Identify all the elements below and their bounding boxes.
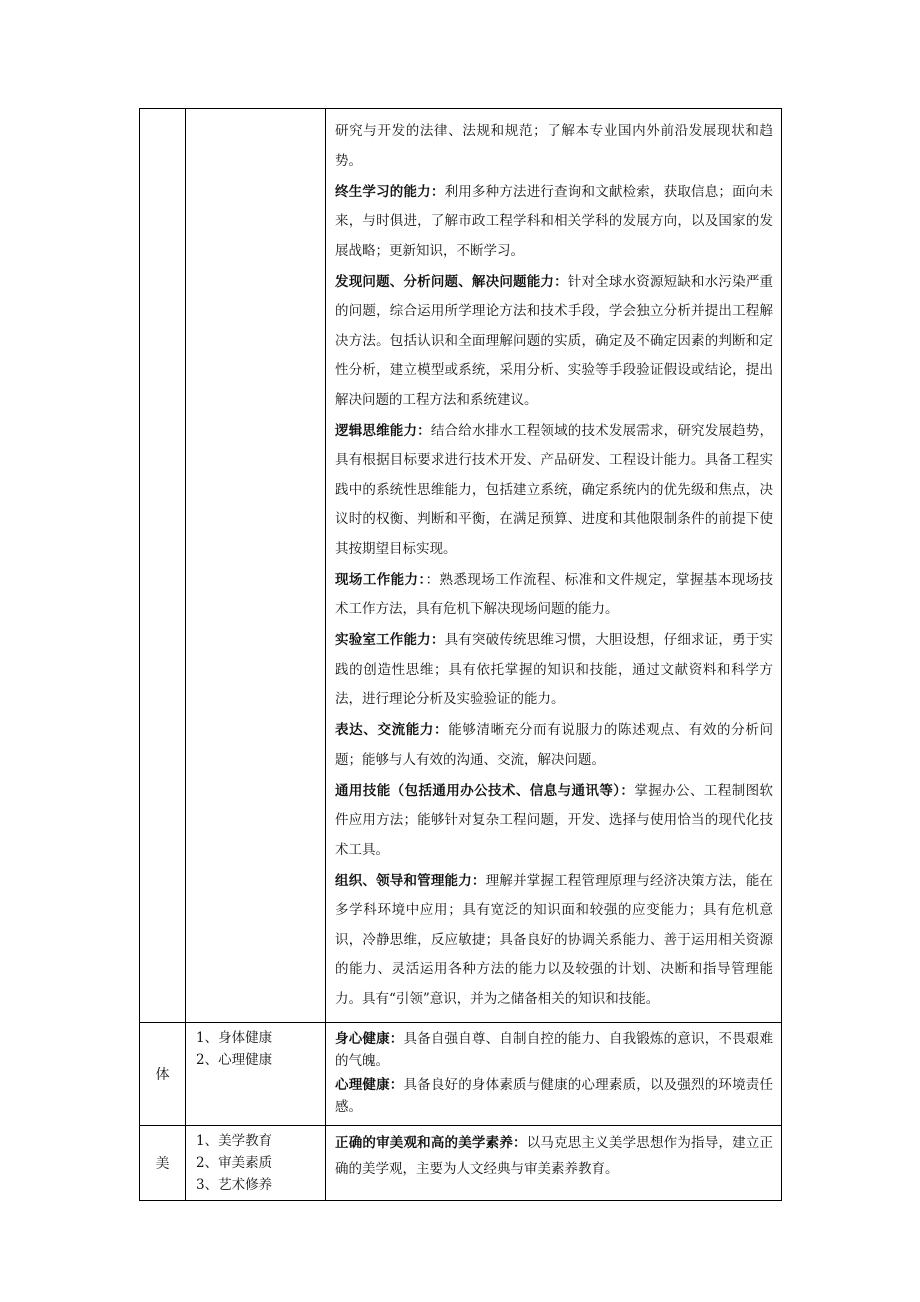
subitems-cell <box>186 1125 326 1200</box>
list-item: 2、心理健康 <box>196 1051 273 1068</box>
table-row <box>140 109 782 1023</box>
list-item: 1、身体健康 <box>196 1029 273 1046</box>
list-item: 2、审美素质 <box>196 1154 273 1171</box>
paragraph: 现场工作能力：：熟悉现场工作流程、标准和文件规定，掌握基本现场技术工作方法，具有危机下解决现场问题的能力。 <box>335 571 774 617</box>
category-cell-empty <box>140 109 186 1023</box>
list-item: 3、艺术修养 <box>196 1176 273 1193</box>
subitems-cell-empty <box>186 109 326 1023</box>
paragraph: 逻辑思维能力：结合给水排水工程领域的技术发展需求，研究发展趋势，具有根据目标要求进行技术开发、产品研发、工程设计能力。具备工程实践中的系统性思维能力，包括建立系统，确定系统内的优先级和焦点，决议时的权衡、判断和平衡，在满足预算、进度和其他限制条件的前提下使其按期望目标实现。 <box>335 422 774 557</box>
paragraph: 通用技能（包括通用办公技术、信息与通讯等）：掌握办公、工程制图软件应用方法；能够针对复杂工程问题，开发、选择与使用恰当的现代化技术工具。 <box>335 782 774 858</box>
paragraph: 正确的审美观和高的美学素养：以马克思主义美学思想作为指导，建立正确的美学观，主要为人文经典与审美素养教育。 <box>335 1134 774 1177</box>
paragraph: 终生学习的能力：利用多种方法进行查询和文献检索，获取信息；面向未来，与时俱进，了解市政工程学科和相关学科的发展方向，以及国家的发展战略；更新知识，不断学习。 <box>335 183 774 259</box>
paragraph: 研究与开发的法律、法规和规范；了解本专业国内外前沿发展现状和趋势。 <box>335 123 773 169</box>
description-cell <box>326 109 782 1023</box>
description-cell <box>326 1125 782 1200</box>
table-row <box>140 1022 782 1125</box>
paragraph: 身心健康：具备自强自尊、自制自控的能力、自我锻炼的意识，不畏艰难的气魄。 <box>335 1030 774 1069</box>
paragraph: 组织、领导和管理能力：理解并掌握工程管理原理与经济决策方法，能在多学科环境中应用；具有宽泛的知识面和较强的应变能力；具有危机意识，冷静思维，反应敏捷；具备良好的协调关系能力、善于运用相关资源的能力、灵活运用各种方法的能力以及较强的计划、决断和指导管理能力。具有“引领”意识，并为之储备相关的知识和技能。 <box>335 872 774 1007</box>
description-cell <box>326 1022 782 1125</box>
paragraph: 发现问题、分析问题、解决问题能力：针对全球水资源短缺和水污染严重的问题，综合运用所学理论方法和技术手段，学会独立分析并提出工程解决方法。包括认识和全面理解问题的实质，确定及不确定因素的判断和定性分析，建立模型或系统，采用分析、实验等手段验证假设或结论，提出解决问题的工程方法和系统建议。 <box>335 273 774 408</box>
paragraph: 实验室工作能力：具有突破传统思维习惯，大胆设想，仔细求证，勇于实践的创造性思维；具有依托掌握的知识和技能，通过文献资料和科学方法，进行理论分析及实验验证的能力。 <box>335 632 774 707</box>
list-item: 1、美学教育 <box>196 1132 273 1149</box>
subitems-cell <box>186 1022 326 1125</box>
paragraph: 表达、交流能力：能够清晰充分而有说服力的陈述观点、有效的分析问题；能够与人有效的沟通、交流，解决问题。 <box>335 722 774 768</box>
category-cell: 体 <box>140 1022 186 1125</box>
table-row <box>140 1125 782 1200</box>
curriculum-table <box>139 108 782 1201</box>
category-cell: 美 <box>140 1125 186 1200</box>
paragraph: 心理健康：具备良好的身体素质与健康的心理素质，以及强烈的环境责任感。 <box>335 1076 774 1115</box>
